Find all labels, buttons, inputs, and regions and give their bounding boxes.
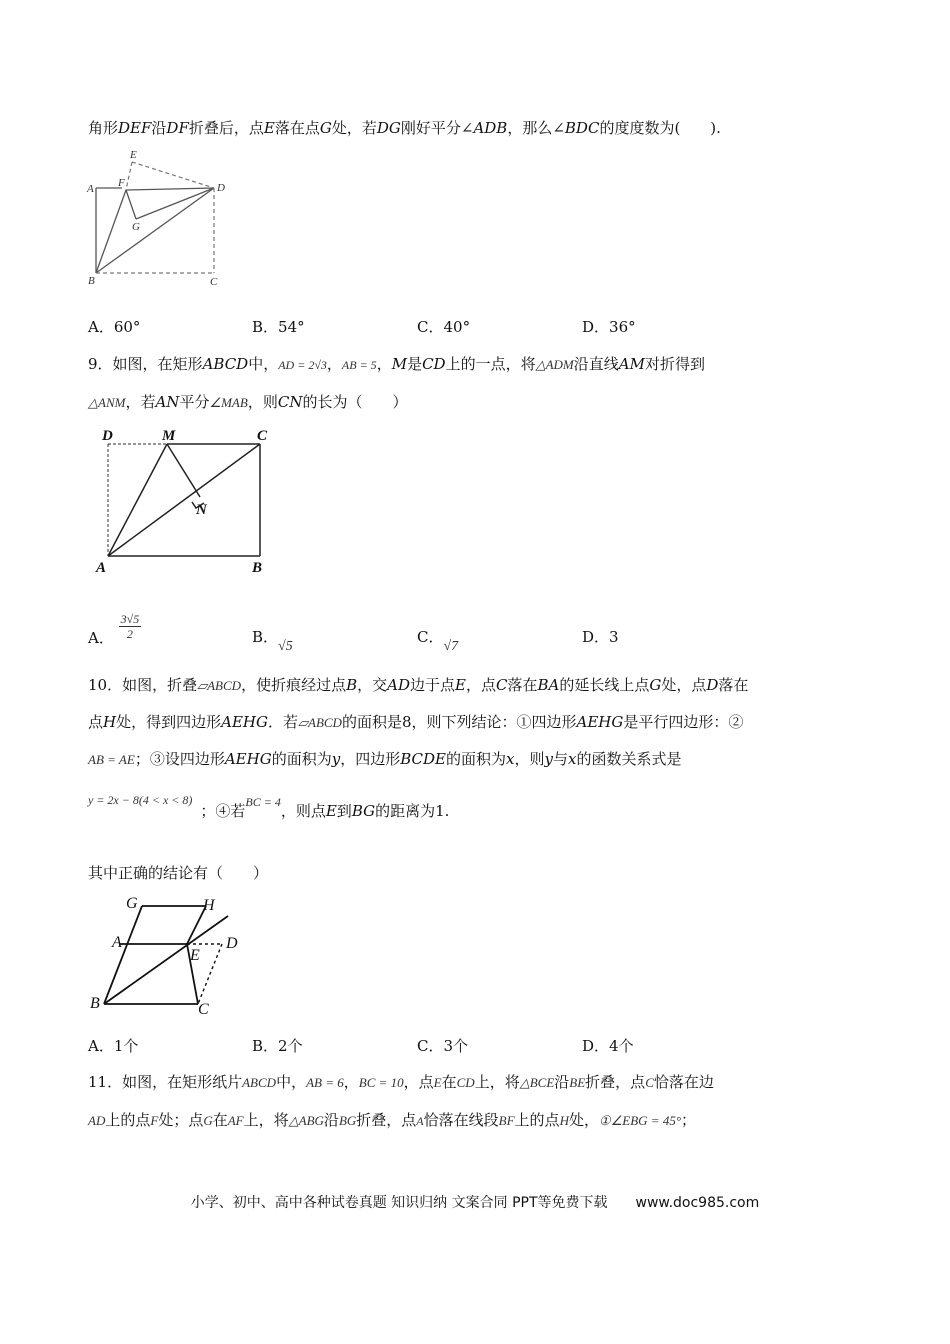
q10-option-d[interactable]: D．4个: [582, 1037, 634, 1055]
q9-stem-line1: 9．如图，在矩形ABCD中，AD = 2√3，AB = 5，M是CD上的一点，将△ADM沿直线AM对折得到: [88, 355, 705, 373]
q10-stem-line4: $^{y = 2x - 8(4 < x < 8)}$；④若$^{BC = 4}$，则点E到BG的距离为1.: [88, 793, 450, 820]
q10-figure: [86, 890, 256, 1020]
q9-label-m: M: [162, 428, 176, 444]
page-footer: [0, 1192, 950, 1212]
footer-text: 小学、初中、高中各种试卷真题 知识归纳 文案合同 PPT等免费下载: [190, 1195, 608, 1211]
q11-stem-line1: 11．如图，在矩形纸片ABCD中，AB = 6，BC = 10，点E在CD上，将△BCE沿BE折叠，点C恰落在边: [88, 1073, 714, 1091]
q10-option-c[interactable]: C．3个: [417, 1037, 469, 1055]
q8-label-d: D: [217, 182, 225, 194]
footer-url[interactable]: www.doc985.com: [635, 1195, 760, 1211]
q10-stem-line3: AB = AE；③设四边形AEHG的面积为y，四边形BCDE的面积为x，则y与x的函数关系式是: [88, 750, 682, 768]
q8-label-g: G: [132, 221, 140, 233]
q8-option-d[interactable]: D．36°: [582, 318, 636, 336]
q8-label-f: F: [118, 177, 125, 189]
q9-option-b[interactable]: B．√5: [252, 628, 293, 654]
q9-option-d[interactable]: D．3: [582, 628, 619, 646]
q11-stem-line2: AD上的点F处；点G在AF上，将△ABG沿BG折叠，点A恰落在线段BF上的点H处，①∠EBG = 45°；: [88, 1111, 697, 1129]
q10-option-a[interactable]: A．1个: [88, 1037, 139, 1055]
q10-stem-line2: 点H处，得到四边形AEHG．若▱ABCD的面积是8，则下列结论：①四边形AEHG是平行四边形：②: [88, 713, 744, 731]
q10-label-h: H: [203, 897, 215, 914]
q8-option-c[interactable]: C．40°: [417, 318, 471, 336]
q10-label-c: C: [198, 1001, 209, 1018]
q10-option-b[interactable]: B．2个: [252, 1037, 303, 1055]
q9-figure: [92, 422, 282, 582]
q8-label-b: B: [88, 275, 95, 287]
q10-label-e: E: [190, 947, 200, 964]
q10-question: 其中正确的结论有（ ）: [88, 864, 269, 882]
q10-label-b: B: [90, 995, 100, 1012]
q10-label-d: D: [226, 935, 238, 952]
q10-label-g: G: [126, 895, 138, 912]
q10-label-a: A: [112, 934, 122, 951]
q8-label-e: E: [130, 149, 137, 161]
q9-label-n: N: [196, 502, 207, 518]
q9-stem-line2: △ANM，若AN平分∠MAB，则CN的长为（ ）: [88, 393, 408, 411]
q9-label-b: B: [252, 560, 263, 576]
q8-stem: 角形DEF沿DF折叠后，点E落在点G处，若DG刚好平分∠ADB，那么∠BDC的度度数为( ).: [88, 119, 721, 137]
q9-label-a: A: [96, 560, 107, 576]
q9-label-c: C: [257, 428, 268, 444]
q9-label-d: D: [102, 428, 113, 444]
q8-label-a: A: [87, 183, 94, 195]
q8-figure: [84, 146, 234, 291]
q9-option-a[interactable]: A． $\frac{3√5}{2}$: [88, 612, 140, 647]
q8-option-b[interactable]: B．54°: [252, 318, 305, 336]
q8-option-a[interactable]: A．60°: [88, 318, 141, 336]
q9-option-c[interactable]: C．√7: [417, 628, 459, 654]
q8-label-c: C: [210, 276, 218, 288]
q10-stem-line1: 10．如图，折叠▱ABCD，使折痕经过点B，交AD边于点E，点C落在BA的延长线上点G处，点D落在: [88, 676, 749, 694]
